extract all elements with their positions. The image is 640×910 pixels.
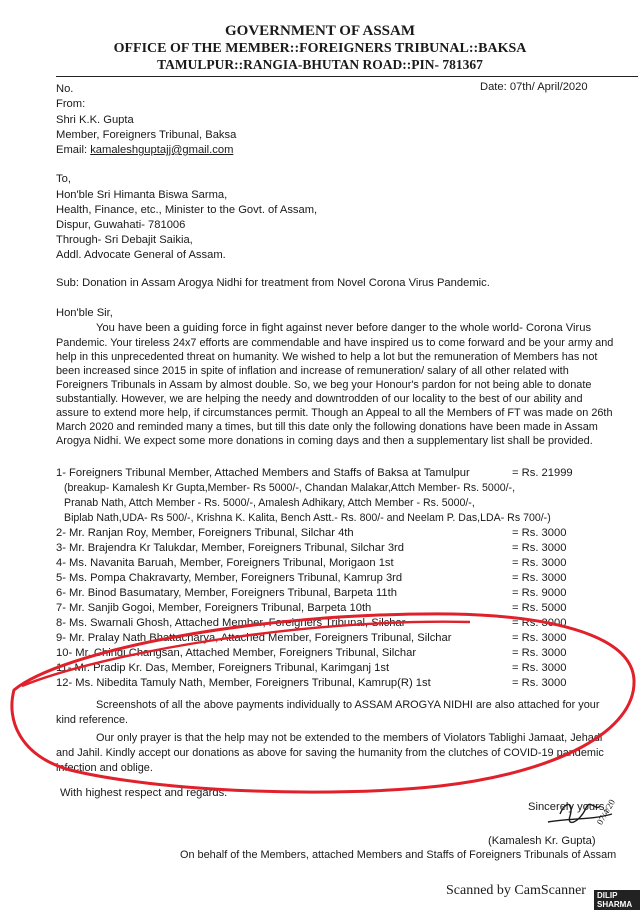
email-link[interactable]: kamaleshguptajj@gmail.com — [90, 144, 234, 156]
donation-item: 5- Ms. Pompa Chakravarty, Member, Foreigners Tribunal, Kamrup 3rd — [56, 572, 403, 584]
body-line: help in this unprecedented threat on humanity. We wished to help a lot but the remuneration of Members has not — [56, 351, 598, 363]
donation-item: 10- Mr. Chingi Changsan, Attached Member, Foreigners Tribunal, Silchar — [56, 647, 417, 659]
donation-amount: = Rs. 21999 — [512, 467, 573, 479]
donation-item: 12- Ms. Nibedita Tamuly Nath, Member, Foreigners Tribunal, Kamrup(R) 1st — [56, 677, 431, 689]
donation-amount: = Rs. 3000 — [512, 677, 567, 689]
donation-item: 4- Ms. Navanita Baruah, Member, Foreigners Tribunal, Morigaon 1st — [56, 557, 394, 569]
from-label: From: — [56, 98, 86, 110]
donation-amount: = Rs. 5000 — [512, 602, 567, 614]
donation-amount: = Rs. 3000 — [512, 527, 567, 539]
red-ellipse-overlap — [22, 622, 470, 686]
camscanner-watermark: Scanned by CamScanner — [446, 883, 586, 898]
closing-line: and Jahil. Kindly accept our donations as above for saving the humanity from the clutches of COVID-19 pandemic — [56, 747, 604, 759]
body-line: Arogya Nidhi. We expect some more donations in coming days and then a supplementary list shall be provided. — [56, 435, 593, 447]
body-line: been increased since 2015 in spite of inflation and increase of remuneration/ salary of all other related with — [56, 365, 569, 377]
donation-item: 8- Ms. Swarnali Ghosh, Attached Member, Foreigners Tribunal, Silchar — [56, 617, 406, 629]
donation-amount: = Rs. 9000 — [512, 587, 567, 599]
donation-item: 1- Foreigners Tribunal Member, Attached Members and Staffs of Baksa at Tamulpur — [56, 467, 470, 479]
salutation: Hon'ble Sir, — [56, 307, 113, 319]
sincerely: Sincerely yours, — [528, 801, 608, 813]
donation-item: 7- Mr. Sanjib Gogoi, Member, Foreigners Tribunal, Barpeta 10th — [56, 602, 372, 614]
donation-amount: = Rs. 3000 — [512, 572, 567, 584]
red-ellipse-annotation — [12, 614, 634, 792]
body-line: assure to extend more help, if circumstances permit. Though an Appeal to all the Members of FT was made on 26th — [56, 407, 613, 419]
donation-breakup: Biplab Nath,UDA- Rs 500/-, Krishna K. Kalita, Bench Astt.- Rs. 800/- and Neelam P. Das,LDA- Rs 700/-) — [64, 512, 551, 524]
closing-line: kind reference. — [56, 714, 129, 726]
donation-item: 9- Mr. Pralay Nath Bhattacharya, Attached Member, Foreigners Tribunal, Silchar — [56, 632, 452, 644]
signer-name: (Kamalesh Kr. Gupta) — [488, 835, 596, 847]
donation-amount: = Rs. 3000 — [512, 647, 567, 659]
signature-date: 07/4/20 — [594, 797, 617, 827]
body-line: You have been a guiding force in fight against never before danger to the whole world- Corona Virus — [96, 322, 592, 334]
donation-amount: = Rs. 3000 — [512, 632, 567, 644]
donation-item: 2- Mr. Ranjan Roy, Member, Foreigners Tribunal, Silchar 4th — [56, 527, 354, 539]
letter-date: Date: 07th/ April/2020 — [480, 81, 588, 93]
donation-breakup: (breakup- Kamalesh Kr Gupta,Member- Rs 5000/-, Chandan Malakar,Attch Member- Rs. 5000/-, — [64, 482, 516, 494]
from-name: Shri K.K. Gupta — [56, 114, 134, 126]
to-line: Hon'ble Sri Himanta Biswa Sarma, — [56, 189, 228, 201]
header-office: OFFICE OF THE MEMBER::FOREIGNERS TRIBUNAL::BAKSA — [113, 41, 527, 56]
to-line: Addl. Advocate General of Assam. — [56, 249, 226, 261]
donation-item: 3- Mr. Brajendra Kr Talukdar, Member, Foreigners Tribunal, Silchar 3rd — [56, 542, 404, 554]
header-address: TAMULPUR::RANGIA-BHUTAN ROAD::PIN- 781367 — [157, 57, 483, 72]
donation-item: 6- Mr. Binod Basumatary, Member, Foreigners Tribunal, Barpeta 11th — [56, 587, 397, 599]
to-line: Through- Sri Debajit Saikia, — [56, 234, 193, 246]
donation-amount: = Rs. 3000 — [512, 662, 567, 674]
letter-number: No. — [56, 83, 74, 95]
regards: With highest respect and regards. — [60, 787, 228, 799]
donation-item: 11- Mr. Pradip Kr. Das, Member, Foreigners Tribunal, Karimganj 1st — [56, 662, 390, 674]
closing-line: Screenshots of all the above payments individually to ASSAM AROGYA NIDHI are also attached for your — [96, 699, 600, 711]
donation-amount: = Rs. 3000 — [512, 542, 567, 554]
closing-line: Our only prayer is that the help may not be extended to the members of Violators Tablighi Jamaat, Jehadi — [96, 732, 603, 744]
body-line: substantially. However, we are helping the needy and downtrodden of our locality to the best of our ability and — [56, 393, 583, 405]
donation-breakup: Pranab Nath, Attch Member - Rs. 5000/-, Amalesh Adhikary, Attch Member - Rs. 5000/-, — [64, 497, 475, 509]
from-title: Member, Foreigners Tribunal, Baksa — [56, 129, 237, 141]
photo-credit-badge: DILIP SHARMA — [594, 890, 640, 910]
body-line: Foreigners Tribunals in Assam by almost double. So, we beg your Honour's pardon for not being able to donate — [56, 379, 592, 391]
to-line: Dispur, Guwahati- 781006 — [56, 219, 186, 231]
donation-amount: = Rs. 3000 — [512, 617, 567, 629]
body-line: Pandemic. Your tireless 24x7 efforts are commendable and have inspired us to come forward and be your army and — [56, 337, 614, 349]
to-line: Health, Finance, etc., Minister to the Govt. of Assam, — [56, 204, 318, 216]
behalf-line: On behalf of the Members, attached Members and Staffs of Foreigners Tribunals of Assam — [180, 849, 617, 861]
body-line: March 2020 and reminded many a times, but till this date only the following donations have been made in Assam — [56, 421, 598, 433]
closing-line: infection and oblige. — [56, 762, 153, 774]
subject-line: Sub: Donation in Assam Arogya Nidhi for treatment from Novel Corona Virus Pandemic. — [56, 277, 490, 289]
donation-amount: = Rs. 3000 — [512, 557, 567, 569]
to-label: To, — [56, 173, 71, 185]
header-government: GOVERNMENT OF ASSAM — [224, 23, 416, 39]
email-label: Email: — [56, 144, 88, 156]
